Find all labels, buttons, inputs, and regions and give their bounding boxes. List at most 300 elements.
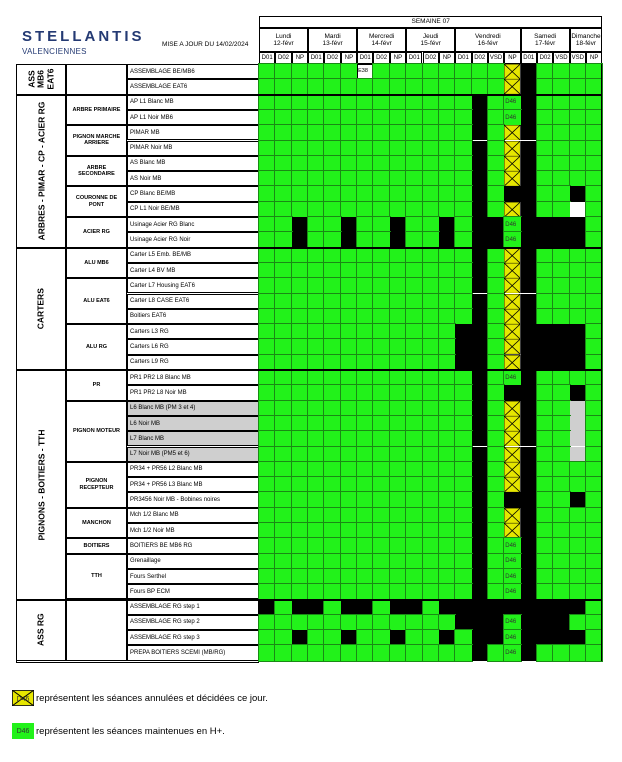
- closed-session: [472, 186, 488, 201]
- open-session: [357, 569, 373, 584]
- closed-session: [521, 95, 537, 110]
- closed-session: [341, 232, 357, 247]
- open-session: [586, 278, 602, 293]
- open-session: [341, 186, 357, 201]
- open-session: [373, 370, 389, 385]
- open-session: [488, 538, 504, 553]
- row-label: ASSEMBLAGE RG step 2: [127, 615, 259, 630]
- open-session: [373, 431, 389, 446]
- open-session: [357, 401, 373, 416]
- open-session: [586, 370, 602, 385]
- open-session: [423, 447, 439, 462]
- open-session: [373, 416, 389, 431]
- open-session: [406, 64, 422, 79]
- row-label: CP Blanc BE/MB: [127, 186, 259, 201]
- shift-header: D02: [472, 52, 488, 64]
- shift-header: VSD: [553, 52, 569, 64]
- open-session: [390, 431, 406, 446]
- maintained-code: D46: [505, 374, 517, 381]
- closed-session: [521, 232, 537, 247]
- open-session: [406, 232, 422, 247]
- row-label: Mch 1/2 Noir MB: [127, 523, 259, 538]
- open-session: [324, 171, 340, 186]
- group-label: ARBRE PRIMAIRE: [66, 95, 127, 126]
- legend-maintained-text: représentent les séances maintenues en H+.: [36, 725, 225, 737]
- open-session: [341, 523, 357, 538]
- open-session: [292, 615, 308, 630]
- open-session: [406, 294, 422, 309]
- open-session: [488, 263, 504, 278]
- open-session: [275, 462, 291, 477]
- open-session: [275, 569, 291, 584]
- open-session: [406, 202, 422, 217]
- section-separator: [16, 247, 602, 249]
- closed-session: [472, 554, 488, 569]
- closed-session: [521, 431, 537, 446]
- open-session: [537, 477, 553, 492]
- day-name: Lundi: [275, 32, 292, 40]
- open-session: [373, 554, 389, 569]
- day-date: 18-févr: [575, 40, 597, 47]
- cancelled-session-icon: [504, 64, 520, 79]
- open-session: [553, 554, 569, 569]
- open-session: [586, 523, 602, 538]
- open-session: [308, 584, 324, 599]
- open-session: [537, 202, 553, 217]
- open-session: [390, 324, 406, 339]
- open-session: [406, 309, 422, 324]
- open-session: [324, 492, 340, 507]
- group-label: ALU MB6: [66, 248, 127, 279]
- open-session: [537, 125, 553, 140]
- open-session: [373, 156, 389, 171]
- group-label: PR: [66, 370, 127, 401]
- open-session: [586, 401, 602, 416]
- open-session: [537, 508, 553, 523]
- open-session: [423, 492, 439, 507]
- section-name: ASS RG: [35, 613, 46, 647]
- open-session: [275, 615, 291, 630]
- closed-session: [472, 462, 488, 477]
- maintained-session: [504, 95, 520, 110]
- closed-session: [553, 355, 569, 370]
- open-session: [308, 278, 324, 293]
- maintained-session: [504, 615, 520, 630]
- closed-session: [472, 125, 488, 140]
- open-session: [553, 95, 569, 110]
- closed-session: [390, 600, 406, 615]
- open-session: [292, 324, 308, 339]
- open-session: [373, 64, 389, 79]
- open-session: [423, 401, 439, 416]
- closed-session: [521, 294, 537, 309]
- open-session: [259, 278, 275, 293]
- closed-session: [521, 278, 537, 293]
- open-session: [553, 64, 569, 79]
- section-label: [16, 95, 66, 248]
- closed-session: [472, 431, 488, 446]
- group-label: PIGNON RECEPTEUR: [66, 462, 127, 508]
- open-session: [390, 141, 406, 156]
- cancelled-session-icon: [504, 171, 520, 186]
- open-session: [390, 569, 406, 584]
- open-session: [537, 416, 553, 431]
- row-label: L7 Blanc MB: [127, 431, 259, 446]
- open-session: [423, 217, 439, 232]
- open-session: [373, 324, 389, 339]
- open-session: [292, 431, 308, 446]
- row-label: L6 Blanc MB (PM 3 et 4): [127, 401, 259, 416]
- closed-session: [521, 523, 537, 538]
- open-session: [439, 431, 455, 446]
- open-session: [324, 217, 340, 232]
- open-session: [292, 462, 308, 477]
- open-session: [423, 508, 439, 523]
- open-session: [423, 645, 439, 660]
- open-session: [570, 370, 586, 385]
- closed-session: [472, 584, 488, 599]
- open-session: [308, 339, 324, 354]
- closed-session: [472, 263, 488, 278]
- open-session: [308, 232, 324, 247]
- open-session: [553, 508, 569, 523]
- open-session: [537, 431, 553, 446]
- open-session: [553, 584, 569, 599]
- open-session: [275, 355, 291, 370]
- open-session: [341, 110, 357, 125]
- open-session: [390, 156, 406, 171]
- open-session: [324, 508, 340, 523]
- open-session: [390, 110, 406, 125]
- open-session: [373, 110, 389, 125]
- closed-session: [341, 630, 357, 645]
- open-session: [324, 202, 340, 217]
- closed-session: [455, 600, 471, 615]
- closed-session: [537, 615, 553, 630]
- open-session: [455, 538, 471, 553]
- open-session: [553, 401, 569, 416]
- empty-session: [357, 64, 373, 79]
- closed-session: [504, 492, 520, 507]
- section-label: [16, 370, 66, 600]
- open-session: [488, 309, 504, 324]
- open-session: [439, 385, 455, 400]
- closed-session: [521, 309, 537, 324]
- closed-session: [521, 508, 537, 523]
- open-session: [308, 370, 324, 385]
- open-session: [308, 110, 324, 125]
- row-label: Carter L8 CASE EAT6: [127, 294, 259, 309]
- day-name: Vendredi: [475, 32, 501, 40]
- shift-header: NP: [439, 52, 455, 64]
- row-label: PR34 + PR56 L3 Blanc MB: [127, 477, 259, 492]
- open-session: [439, 584, 455, 599]
- open-session: [455, 141, 471, 156]
- open-session: [259, 523, 275, 538]
- open-session: [455, 630, 471, 645]
- open-session: [373, 401, 389, 416]
- open-session: [292, 554, 308, 569]
- open-session: [586, 447, 602, 462]
- open-session: [390, 370, 406, 385]
- open-session: [439, 615, 455, 630]
- open-session: [308, 355, 324, 370]
- open-session: [586, 645, 602, 660]
- open-session: [439, 309, 455, 324]
- open-session: [553, 248, 569, 263]
- open-session: [537, 156, 553, 171]
- day-name: Jeudi: [422, 32, 439, 40]
- open-session: [292, 202, 308, 217]
- open-session: [586, 508, 602, 523]
- open-session: [259, 64, 275, 79]
- open-session: [570, 125, 586, 140]
- open-session: [570, 569, 586, 584]
- open-session: [341, 64, 357, 79]
- open-session: [292, 141, 308, 156]
- open-session: [553, 569, 569, 584]
- closed-session: [472, 355, 488, 370]
- closed-session: [521, 538, 537, 553]
- open-session: [259, 492, 275, 507]
- maintained-session: [504, 584, 520, 599]
- shift-header: D01: [406, 52, 422, 64]
- open-session: [357, 217, 373, 232]
- open-session: [570, 79, 586, 94]
- open-session: [275, 217, 291, 232]
- open-session: [423, 95, 439, 110]
- open-session: [488, 523, 504, 538]
- cancelled-session-icon: [504, 447, 520, 462]
- open-session: [406, 186, 422, 201]
- open-session: [275, 477, 291, 492]
- open-session: [357, 477, 373, 492]
- day-header: [570, 28, 603, 52]
- closed-session: [472, 630, 488, 645]
- open-session: [455, 447, 471, 462]
- closed-session: [292, 630, 308, 645]
- open-session: [373, 630, 389, 645]
- open-session: [275, 385, 291, 400]
- group-label: PIGNON MOTEUR: [66, 401, 127, 462]
- open-session: [373, 584, 389, 599]
- open-session: [570, 554, 586, 569]
- open-session: [275, 248, 291, 263]
- open-session: [537, 645, 553, 660]
- open-session: [341, 431, 357, 446]
- open-session: [341, 355, 357, 370]
- open-session: [423, 125, 439, 140]
- open-session: [553, 263, 569, 278]
- open-session: [259, 447, 275, 462]
- open-session: [570, 309, 586, 324]
- open-session: [357, 630, 373, 645]
- shift-header: D01: [357, 52, 373, 64]
- open-session: [586, 309, 602, 324]
- open-session: [439, 477, 455, 492]
- open-session: [324, 523, 340, 538]
- closed-session: [521, 645, 537, 660]
- open-session: [324, 554, 340, 569]
- open-session: [275, 278, 291, 293]
- open-session: [586, 462, 602, 477]
- closed-session: [570, 339, 586, 354]
- open-session: [488, 294, 504, 309]
- empty-session: [570, 401, 586, 416]
- closed-session: [488, 630, 504, 645]
- open-session: [553, 370, 569, 385]
- legend-maintained: [12, 723, 268, 739]
- open-session: [488, 339, 504, 354]
- open-session: [390, 447, 406, 462]
- open-session: [292, 569, 308, 584]
- day-header: [308, 28, 357, 52]
- closed-session: [521, 569, 537, 584]
- open-session: [488, 64, 504, 79]
- open-session: [439, 278, 455, 293]
- cancelled-session-icon: [504, 355, 520, 370]
- open-session: [455, 232, 471, 247]
- closed-session: [570, 492, 586, 507]
- open-session: [373, 186, 389, 201]
- cancelled-session-icon: [504, 431, 520, 446]
- closed-session: [472, 523, 488, 538]
- open-session: [324, 294, 340, 309]
- open-session: [259, 171, 275, 186]
- open-session: [423, 232, 439, 247]
- closed-session: [472, 217, 488, 232]
- maintained-code: D46: [505, 558, 517, 565]
- maintained-code: D46: [505, 99, 517, 106]
- closed-session: [357, 600, 373, 615]
- open-session: [472, 64, 488, 79]
- row-label: PR3456 Noir MB - Bobines noires: [127, 492, 259, 507]
- open-session: [275, 630, 291, 645]
- open-session: [308, 141, 324, 156]
- open-session: [357, 110, 373, 125]
- closed-session: [521, 584, 537, 599]
- section-label: [16, 248, 66, 370]
- open-session: [488, 401, 504, 416]
- open-session: [439, 339, 455, 354]
- open-session: [341, 401, 357, 416]
- open-session: [259, 584, 275, 599]
- open-session: [357, 125, 373, 140]
- open-session: [341, 554, 357, 569]
- shift-header: NP: [390, 52, 406, 64]
- maintained-code: D46: [505, 619, 517, 626]
- closed-session: [472, 232, 488, 247]
- section-name: CARTERS: [35, 288, 46, 330]
- open-session: [570, 278, 586, 293]
- closed-session: [439, 600, 455, 615]
- open-session: [357, 202, 373, 217]
- closed-session: [472, 401, 488, 416]
- open-session: [373, 477, 389, 492]
- open-session: [537, 492, 553, 507]
- open-session: [439, 110, 455, 125]
- open-session: [488, 584, 504, 599]
- open-session: [439, 248, 455, 263]
- maintained-code: D46: [505, 634, 517, 641]
- open-session: [390, 309, 406, 324]
- open-session: [275, 125, 291, 140]
- open-session: [308, 263, 324, 278]
- closed-session: [521, 110, 537, 125]
- open-session: [455, 645, 471, 660]
- open-session: [488, 79, 504, 94]
- closed-session: [439, 630, 455, 645]
- open-session: [373, 125, 389, 140]
- maintained-session: [504, 630, 520, 645]
- open-session: [390, 64, 406, 79]
- open-session: [586, 171, 602, 186]
- open-session: [308, 630, 324, 645]
- open-session: [259, 630, 275, 645]
- open-session: [341, 477, 357, 492]
- open-session: [455, 462, 471, 477]
- open-session: [341, 492, 357, 507]
- section-label: [16, 64, 66, 95]
- open-session: [586, 538, 602, 553]
- open-session: [357, 294, 373, 309]
- open-session: [537, 95, 553, 110]
- open-session: [390, 462, 406, 477]
- row-label: PIMAR Noir MB: [127, 141, 259, 156]
- open-session: [292, 263, 308, 278]
- open-session: [390, 248, 406, 263]
- maintained-session: [504, 110, 520, 125]
- open-session: [488, 324, 504, 339]
- cancelled-session-icon: [504, 416, 520, 431]
- open-session: [341, 385, 357, 400]
- open-session: [275, 508, 291, 523]
- open-session: [423, 523, 439, 538]
- open-session: [341, 156, 357, 171]
- open-session: [455, 477, 471, 492]
- open-session: [586, 630, 602, 645]
- section-name: ASS MB6 EAT6: [25, 68, 55, 90]
- open-session: [390, 385, 406, 400]
- closed-session: [521, 339, 537, 354]
- open-session: [308, 645, 324, 660]
- shift-header: VSD: [570, 52, 586, 64]
- cancelled-session-icon: [504, 263, 520, 278]
- open-session: [455, 431, 471, 446]
- open-session: [357, 431, 373, 446]
- closed-session: [570, 355, 586, 370]
- open-session: [275, 324, 291, 339]
- closed-session: [455, 324, 471, 339]
- row-label: Mch 1/2 Blanc MB: [127, 508, 259, 523]
- open-session: [439, 447, 455, 462]
- closed-session: [472, 110, 488, 125]
- open-session: [406, 615, 422, 630]
- maintained-session: [504, 554, 520, 569]
- open-session: [586, 248, 602, 263]
- closed-session: [406, 600, 422, 615]
- open-session: [259, 294, 275, 309]
- open-session: [570, 248, 586, 263]
- open-session: [455, 294, 471, 309]
- open-session: [439, 355, 455, 370]
- shift-header: D01: [521, 52, 537, 64]
- open-session: [537, 294, 553, 309]
- open-session: [275, 645, 291, 660]
- closed-session: [439, 232, 455, 247]
- closed-session: [553, 339, 569, 354]
- open-session: [553, 416, 569, 431]
